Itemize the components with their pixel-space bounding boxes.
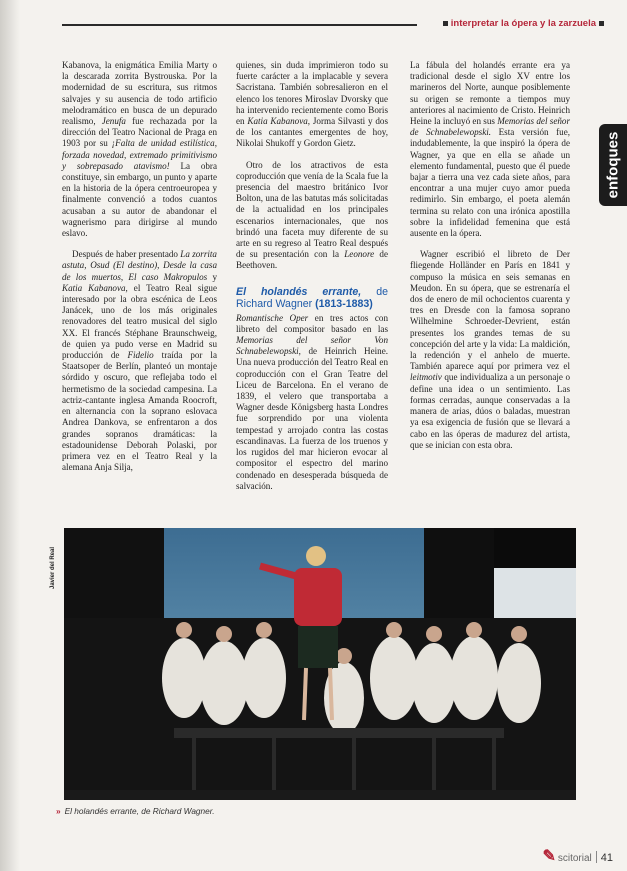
- paragraph: [62, 60, 217, 239]
- paragraph: [236, 160, 388, 272]
- footer-divider: [596, 851, 597, 863]
- page-gutter: [0, 0, 20, 871]
- paragraph: [236, 60, 388, 150]
- brand-logo-icon: ✎: [542, 848, 556, 865]
- subheading-title: El holandés errante,: [236, 285, 362, 298]
- stage-platform: [174, 728, 504, 738]
- page-number: 41: [600, 852, 613, 864]
- square-bullet-icon: [443, 21, 448, 26]
- paragraph: [236, 313, 388, 492]
- text: Después de haber presentado: [72, 249, 178, 260]
- stage-photo-illustration: [64, 528, 576, 800]
- text: el Teatro Real sigue interesado por la obra escénica de Leos Janácek, uno de los más originales renovadores del teatro musical del siglo XX. El francés Stéphane Braunschweig, de quien ya pudo verse en Madrid su producción de: [62, 282, 217, 361]
- photo-caption: [56, 806, 215, 816]
- italic-text: ¡Falta de unidad estilística, forzada novedad, extremado primitivismo y sobrepasado atavismo!: [62, 138, 217, 171]
- text: Esta versión fue, indudablemente, la que inspiró la ópera de Wagner, ya que en ella se añade un elemento fundamental, puesto que él puede bajar a tierra una vez cada siete años, para encontrar a una mujer cuyo amor pueda redimirlo. Sin embargo, el poeta alemán termina su relato con una irónica apostilla sobre la infidelidad femenina que está ausente en la ópera.: [410, 127, 570, 239]
- stage-photo: [64, 528, 576, 800]
- side-tab-label: enfoques: [604, 131, 622, 199]
- caption-arrow-icon: »: [56, 806, 61, 816]
- text: Wagner escribió el libreto de Der fliegende Holländer en París en 1841 y compuso la música en seis semanas en Meudon. En su ópera, que se estrenaría el dos de enero de mil ochocientos cuarenta y tres en Dresde con la famosa soprano Wilhelmine Schroeder-Devrient, están presentes los grandes temas de su concepción del arte y la vida: La maldición, la redención y el anhelo de muerte. También aparece aquí por primera vez el: [410, 249, 570, 372]
- italic-text: Katia Kabanova,: [62, 282, 128, 293]
- paragraph: [410, 249, 570, 451]
- italic-text: Jenufa: [101, 116, 126, 127]
- caption-rest: de Richard Wagner.: [141, 806, 215, 816]
- column-2: [236, 60, 388, 492]
- text: La obra constituye, sin embargo, un punto y aparte en la historia de la ópera centroeuropea y finalmente convenció a todos cuantos acusaban a su autor de abandonar el wagnerismo para dirigirse al mundo eslavo.: [62, 160, 217, 239]
- section-title-text: interpretar la ópera y la zarzuela: [450, 18, 596, 29]
- italic-text: Leonore: [344, 249, 375, 260]
- italic-text: Fidelio: [127, 350, 154, 361]
- subheading-composer: de Richard Wagner: [236, 285, 389, 311]
- caption-title: El holandés errante,: [64, 806, 139, 816]
- italic-text: Katia Kabanova,: [247, 116, 311, 127]
- section-side-tab: [599, 124, 627, 206]
- subheading-years: (1813-1883): [315, 298, 373, 311]
- square-bullet-icon: [599, 21, 604, 26]
- italic-text: Romantische Oper: [236, 312, 309, 323]
- paragraph: [62, 249, 217, 473]
- subheading: [236, 286, 388, 311]
- text: en tres actos con libreto del compositor basado en las: [236, 312, 388, 334]
- text: Kabanova, la enigmática Emilia Marty o la descarada zorrita Bystrouska. Por la modernidad de su escritura, sus ritmos salvajes y su ausencia de todo artificio melodramático en busca de un depurado realismo,: [62, 60, 217, 127]
- page-footer: [542, 846, 613, 866]
- text: que individualiza a un personaje o define una idea o un sentimiento. Las formas cerradas, aunque conservadas a la manera de arias, dúos o baladas, muestran ya esa exigencia de fusión que se llevará a cabo en las óperas de madurez del artista, que se inician con esta obra.: [410, 372, 570, 450]
- paragraph: [410, 60, 570, 239]
- text: Jorma Silvasti y dos de los cantantes emergentes de hoy, Nikolai Shukoff y Gordon Gietz.: [236, 116, 388, 149]
- text: fue rechazada por la dirección del Teatro Nacional de Praga en 1903 por su: [62, 116, 217, 149]
- text: La fábula del holandés errante era ya tradicional desde el siglo XV entre los marineros del Norte, aunque posiblemente su origen se remonte a tiempos muy anteriores al nacimiento de Cristo. Heinrich Heine la incluyó en sus: [410, 60, 570, 127]
- photo-credit: [46, 528, 60, 608]
- footer-brand: scitorial: [557, 853, 592, 864]
- italic-text: La zorrita astuta, Osud (El destino), Desde la casa de los muertos, El caso Makropulos: [62, 249, 217, 282]
- text: de Beethoven.: [236, 249, 388, 271]
- text: Otro de los atractivos de esta coproducción que venía de la Scala fue la presencia del maestro británico Ivor Bolton, una de las batutas más solicitadas de la actualidad en los principales escenarios internacionales, que nos brindó una faceta muy diferente de su arte en su regreso al Teatro Real después de su presentación con la: [236, 159, 388, 260]
- section-title: [440, 18, 607, 29]
- photo-credit-text: Javier del Real: [50, 546, 56, 590]
- italic-text: Memorias del señor Von Schnabelewopski,: [236, 335, 388, 357]
- text: traída por la Staatsoper de Berlín, planteó un montaje sórdido y oscuro, que reflejaba todo el hermetismo de la sociedad campesina. La actriz-cantante inglesa Amanda Roocroft, en alternancia con la soprano eslovaca Andrea Dankova, se enfrentaron a dos grandes sopranos dramáticas: la estadounidense Deborah Polaski, por primera vez en el Teatro Real y la alemana Anja Silja,: [62, 350, 217, 473]
- column-3: [410, 60, 570, 451]
- text: quienes, sin duda imprimieron todo su fuerte carácter a la implacable y severa Sacristana. También sobresalieron en el elenco los tenores Miroslav Dvorsky que ha intervenido recientemente como Boris en: [236, 60, 388, 127]
- header-rule-line: [62, 24, 417, 26]
- text: y: [212, 271, 217, 282]
- header: [62, 14, 627, 36]
- italic-text: leitmotiv: [410, 372, 442, 383]
- column-1: [62, 60, 217, 473]
- text: de Heinrich Heine. Una nueva producción del Teatro Real en coproducción con el Gran Teatre del Liceu de Barcelona. En el verano de 1839, el velero que transportaba a Wagner desde Königsberg hasta Londres fue sorprendido por una violenta tempestad y arrojado contra las costas escandinavas. La fuerza de los truenos y los rugidos del mar hicieron evocar al compositor el espectro del marino condenado en desesperada búsqueda de salvación.: [236, 346, 388, 491]
- italic-text: Memorias del señor de Schnabelewopski.: [410, 116, 570, 138]
